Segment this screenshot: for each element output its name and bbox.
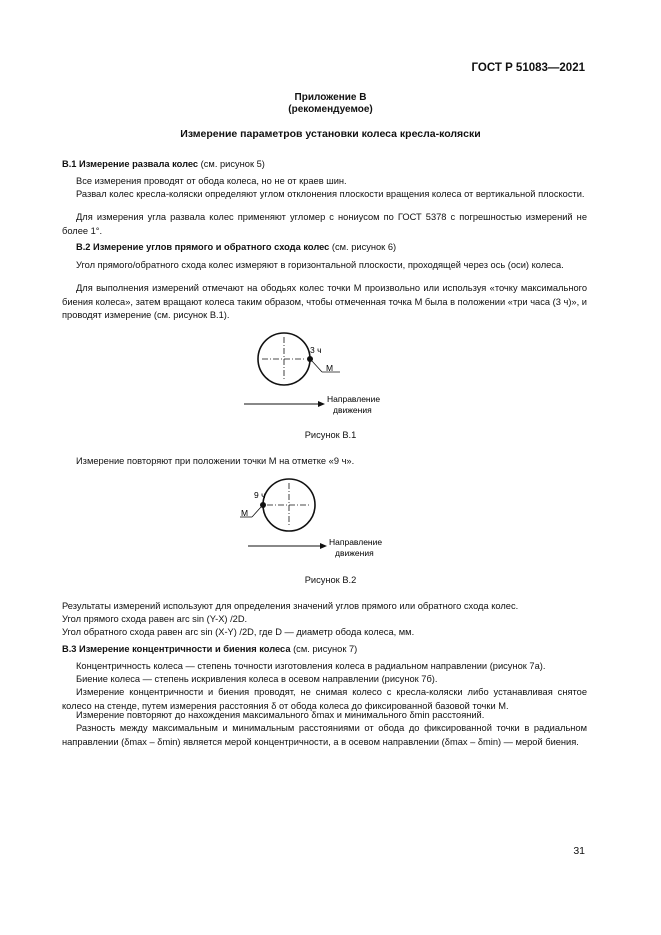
figure-b1: [230, 332, 410, 422]
arrow-head-icon: [318, 401, 325, 407]
section-heading: В.3 Измерение концентричности и биения колеса: [62, 644, 291, 654]
section-heading: В.1 Измерение развала колес: [62, 159, 199, 169]
section-ref: (см. рисунок 7): [290, 644, 358, 654]
page-number: 31: [573, 845, 585, 857]
standard-number: ГОСТ Р 51083—2021: [471, 62, 585, 74]
section-ref: (см. рисунок 6): [329, 242, 397, 252]
leader-line: [312, 361, 322, 372]
figure-b2: [230, 478, 410, 564]
point-label: М: [241, 508, 249, 518]
section-3-heading: [62, 643, 587, 657]
paragraph: Измерение повторяют при положении точки М на отметке «9 ч».: [76, 456, 355, 466]
section-ref: (см. рисунок 5): [198, 159, 265, 169]
direction-label: Направление: [327, 394, 381, 404]
clock-label: 9 ч: [254, 490, 266, 500]
figure-caption: Рисунок В.2: [304, 575, 357, 585]
paragraph: Результаты измерений используют для определения значений углов прямого или обратного схода колес.: [62, 601, 519, 611]
paragraph: Развал колес кресла-коляски определяют углом отклонения плоскости вращения колеса от вертикальной плоскости.: [76, 189, 585, 199]
annex-heading: [0, 92, 661, 116]
paragraph: Все измерения проводят от обода колеса, но не от краев шин.: [76, 176, 347, 186]
page-title: Измерение параметров установки колеса кресла-коляски: [180, 128, 481, 140]
figure-caption: Рисунок В.1: [304, 430, 357, 440]
paragraph: Измерение повторяют до нахождения максимального δmax и минимального δmin расстояний.: [76, 710, 485, 720]
paragraph: Разность между максимальным и минимальным расстояниями от обода до фиксированной точки в радиальном направлении (δmax – δmin) является мерой концентричности, а в осевом направлении (δmax – δmin) — мерой биения.: [62, 723, 587, 747]
leader-line: [252, 507, 261, 517]
point-label: М: [326, 363, 334, 373]
paragraph: Измерение концентричности и биения проводят, не снимая колесо с кресла-коляски либо устанавливая снятое колесо на стенде, путем измерения расстояния δ от обода колеса до фиксированной базовой точки М.: [62, 687, 587, 711]
direction-label: движения: [333, 405, 372, 415]
paragraph: Для измерения угла развала колес применяют угломер с нониусом по ГОСТ 5378 с погрешностью измерений не более 1°.: [62, 212, 587, 236]
paragraph: Угол прямого/обратного схода колес измеряют в горизонтальной плоскости, проходящей через ось (оси) колеса.: [76, 260, 564, 270]
paragraph: Концентричность колеса — степень точности изготовления колеса в радиальном направлении (рисунок 7а).: [76, 661, 546, 671]
direction-label: Направление: [329, 537, 383, 547]
section-1-heading: [62, 158, 587, 172]
direction-label: движения: [335, 548, 374, 558]
section-2-heading: [62, 241, 587, 255]
paragraph: Биение колеса — степень искривления колеса в осевом направлении (рисунок 7б).: [76, 674, 438, 684]
arrow-head-icon: [320, 543, 327, 549]
annex-title: Приложение В: [294, 92, 367, 103]
clock-label: 3 ч: [310, 345, 322, 355]
paragraph: Угол прямого схода равен arc sin (Y-X) /2D.: [62, 614, 248, 624]
annex-note: (рекомендуемое): [288, 104, 373, 115]
section-heading: В.2 Измерение углов прямого и обратного схода колес: [76, 242, 330, 252]
paragraph: Для выполнения измерений отмечают на ободьях колес точки М произвольно или используя «точку максимального биения колеса», затем вращают колеса таким образом, чтобы отмеченная точка М была в положении «три часа (3 ч)», и проводят измерение (см. рисунок В.1).: [62, 283, 587, 320]
paragraph: Угол обратного схода равен arc sin (X-Y) /2D, где D — диаметр обода колеса, мм.: [62, 627, 415, 637]
